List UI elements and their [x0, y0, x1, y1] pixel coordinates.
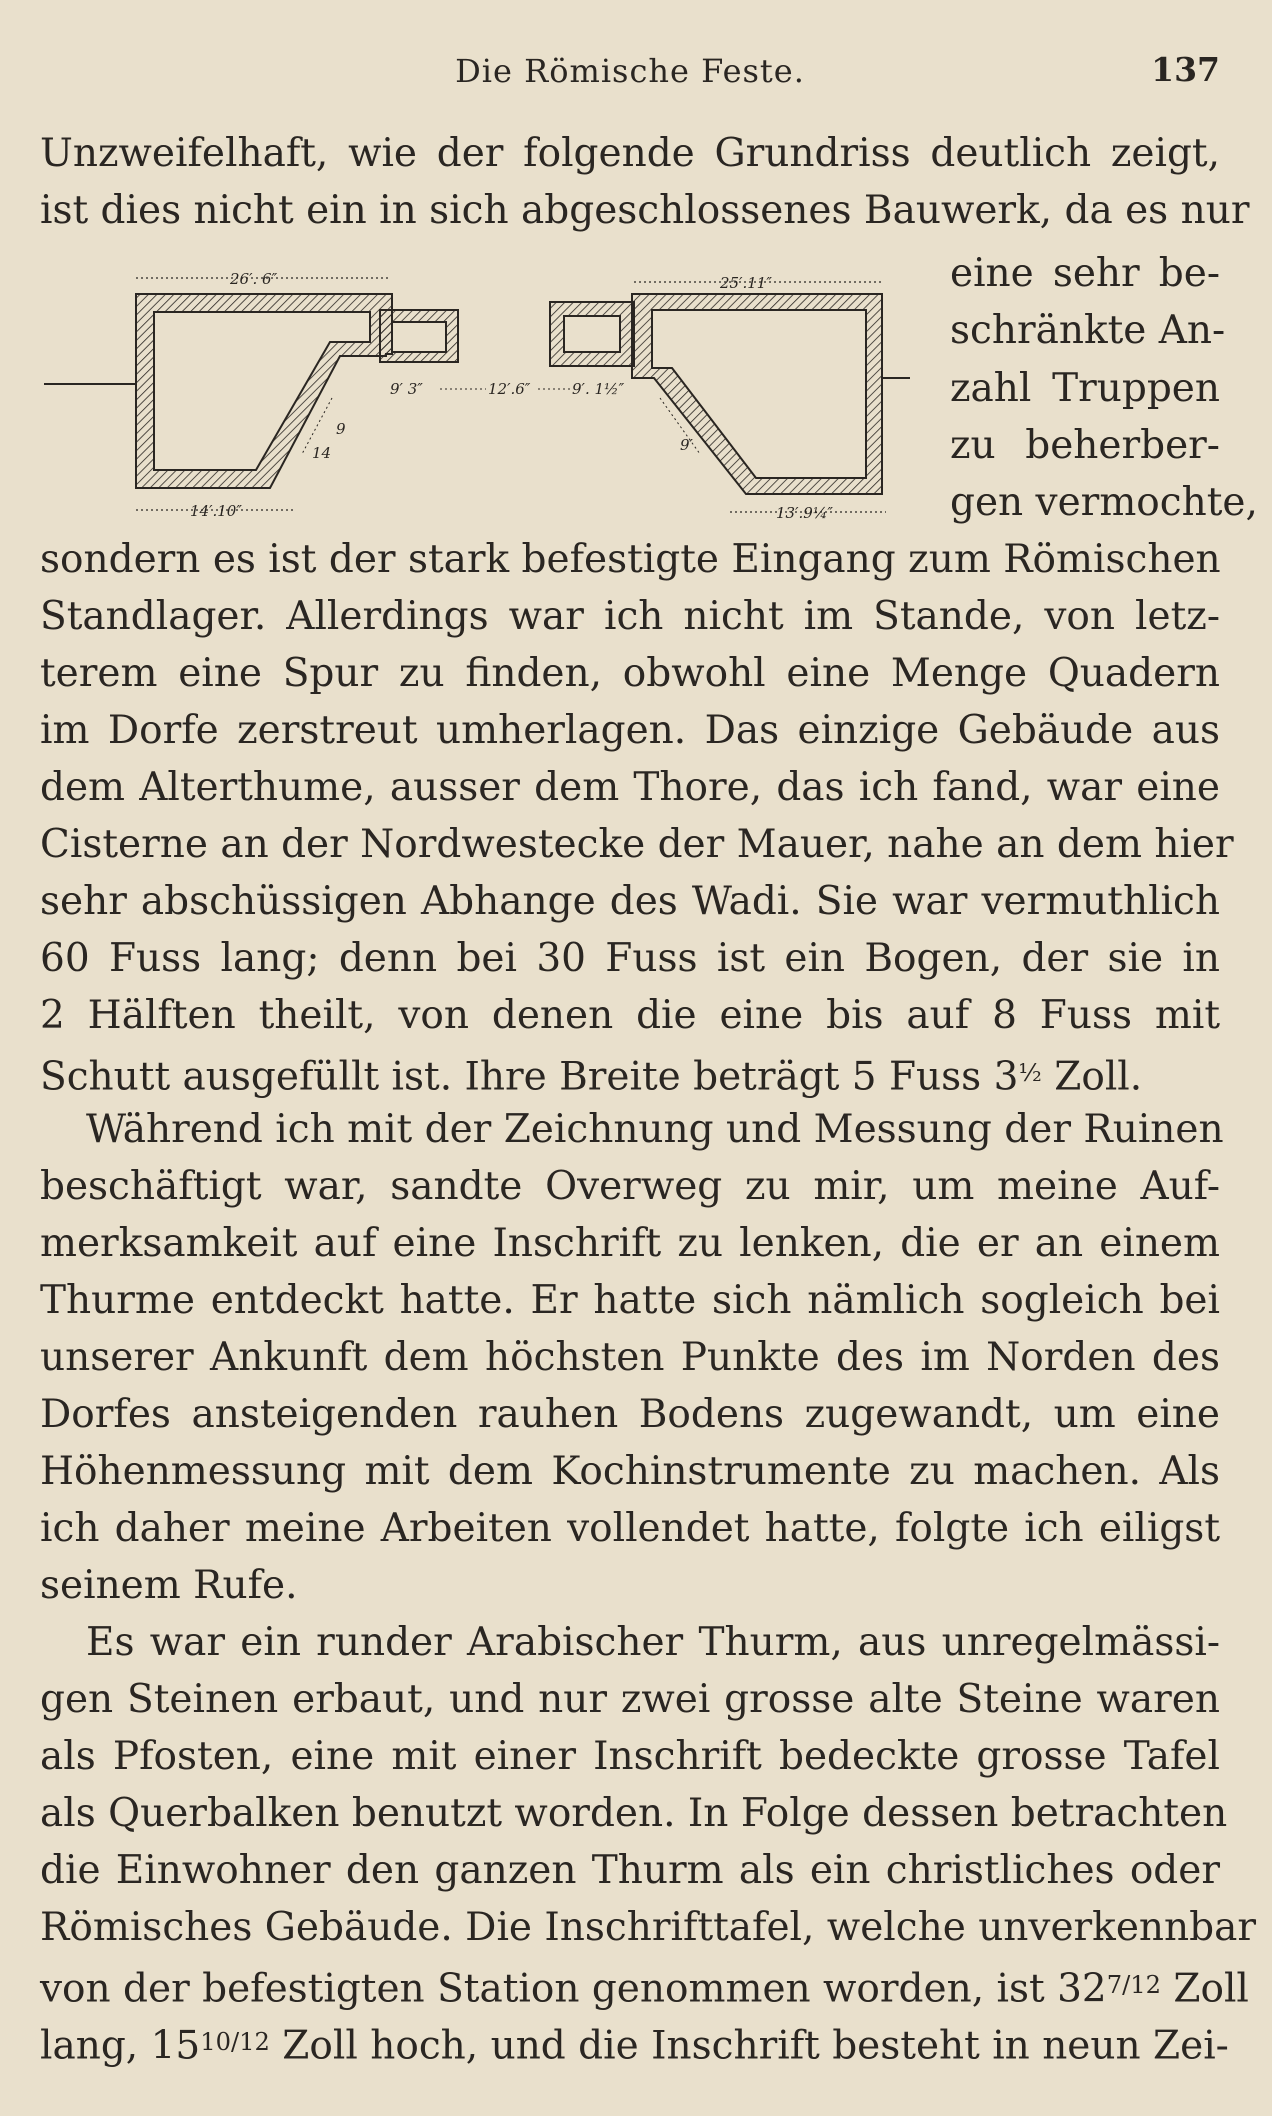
text-line: Dorfes ansteigenden rauhen Bodens zugewandt, um eine: [40, 1392, 1220, 1437]
text-line: gen vermochte,: [950, 480, 1258, 525]
text-line: 2 Hälften theilt, von denen die eine bis auf 8 Fuss mit: [40, 993, 1220, 1038]
left-tower-interior: [392, 322, 446, 352]
text-line: schränkte An-: [950, 308, 1226, 353]
dimension-gap-b: 12′.6″: [488, 380, 531, 398]
text-line: im Dorfe zerstreut umherlagen. Das einzige Gebäude aus: [40, 708, 1220, 753]
text-line: zahl Truppen: [950, 366, 1220, 411]
text-line: sondern es ist der stark befestigte Eingang zum Römischen: [40, 537, 1221, 582]
ground-plan-figure: [40, 258, 920, 530]
text-line: Standlager. Allerdings war ich nicht im Stande, von letz-: [40, 594, 1220, 639]
right-tower-interior: [564, 316, 620, 352]
text-segment: Zoll.: [1041, 1054, 1143, 1100]
text-line: zu beherber-: [950, 423, 1220, 468]
text-segment: Zoll: [1160, 1966, 1249, 2012]
text-line: beschäftigt war, sandte Overweg zu mir, um meine Auf-: [40, 1164, 1220, 1209]
dimension-top-right: 25′.11″: [720, 274, 772, 292]
text-line: Unzweifelhaft, wie der folgende Grundriss deutlich zeigt,: [40, 131, 1220, 176]
text-line: dem Alterthume, ausser dem Thore, das ich fand, war eine: [40, 765, 1220, 810]
text-segment: Schutt ausgefüllt ist. Ihre Breite beträgt 5 Fuss 3: [40, 1054, 1019, 1100]
text-line: 60 Fuss lang; denn bei 30 Fuss ist ein Bogen, der sie in: [40, 936, 1220, 981]
text-line: unserer Ankunft dem höchsten Punkte des im Norden des: [40, 1335, 1220, 1380]
text-line: terem eine Spur zu finden, obwohl eine Menge Quadern: [40, 651, 1220, 696]
text-segment: lang, 15: [40, 2023, 201, 2069]
dimension-diag-left-b: 14: [312, 444, 332, 462]
text-line: merksamkeit auf eine Inschrift zu lenken, die er an einem: [40, 1221, 1220, 1266]
text-line: ich daher meine Arbeiten vollendet hatte, folgte ich eiligst: [40, 1506, 1220, 1551]
dimension-gap-a: 9′ 3″: [390, 380, 423, 398]
ground-plan-diagram: [40, 258, 920, 530]
text-line: die Einwohner den ganzen Thurm als ein christliches oder: [40, 1848, 1220, 1893]
dimension-bottom-left: 14′.10″: [190, 502, 242, 520]
paragraph-start-line: Es war ein runder Arabischer Thurm, aus unregelmässi-: [86, 1620, 1220, 1665]
text-line: als Pfosten, eine mit einer Inschrift bedeckte grosse Tafel: [40, 1734, 1220, 1779]
text-segment: Zoll hoch, und die Inschrift besteht in neun Zei-: [269, 2023, 1229, 2069]
text-line: [40, 2014, 1229, 2070]
text-line: eine sehr be-: [950, 251, 1220, 296]
text-line: als Querbalken benutzt worden. In Folge dessen betrachten: [40, 1791, 1228, 1836]
text-line: sehr abschüssigen Abhange des Wadi. Sie war vermuthlich: [40, 879, 1220, 924]
fraction: 7/12: [1106, 1971, 1161, 1999]
page-number: 137: [1151, 50, 1220, 89]
fraction: ½: [1018, 1059, 1042, 1087]
fraction: 10/12: [200, 2028, 270, 2056]
dimension-diag-right: 9′: [680, 436, 693, 454]
text-line: gen Steinen erbaut, und nur zwei grosse alte Steine waren: [40, 1677, 1220, 1722]
text-line: Römisches Gebäude. Die Inschrifttafel, welche unverkennbar: [40, 1905, 1256, 1950]
dimension-gap-c: 9′. 1½″: [572, 380, 625, 398]
text-line: ist dies nicht ein in sich abgeschlossenes Bauwerk, da es nur: [40, 188, 1250, 233]
running-head: [40, 48, 1220, 98]
dimension-bottom-right: 13′.9¼″: [776, 504, 833, 522]
left-bastion-interior: [154, 312, 370, 470]
dimension-diag-left: 9: [336, 420, 346, 438]
paragraph-start-line: Während ich mit der Zeichnung und Messung der Ruinen: [86, 1107, 1224, 1152]
running-title: Die Römische Feste.: [455, 52, 805, 90]
text-line: Thurme entdeckt hatte. Er hatte sich nämlich sogleich bei: [40, 1278, 1220, 1323]
dimension-top-left: 26′. 6″: [230, 270, 278, 288]
text-line: seinem Rufe.: [40, 1563, 298, 1608]
text-line: [40, 1045, 1220, 1101]
text-line: [40, 1957, 1249, 2013]
text-segment: von der befestigten Station genommen worden, ist 32: [40, 1966, 1107, 2012]
text-line: Cisterne an der Nordwestecke der Mauer, nahe an dem hier: [40, 822, 1234, 867]
text-line: Höhenmessung mit dem Kochinstrumente zu machen. Als: [40, 1449, 1220, 1494]
